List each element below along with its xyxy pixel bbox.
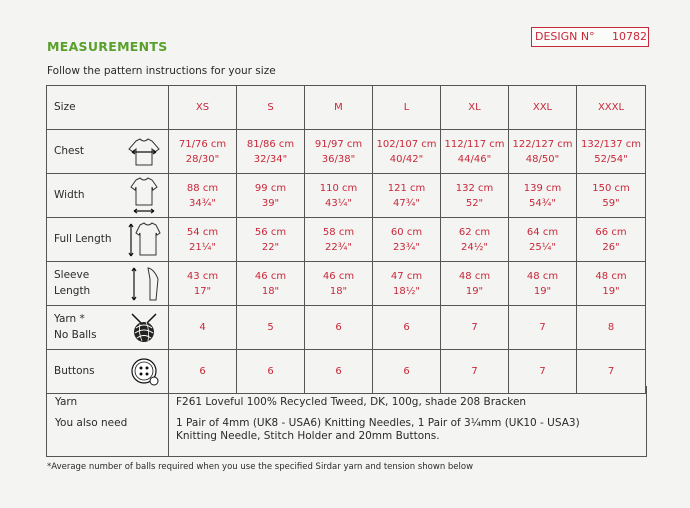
size-header-xs: XS — [169, 86, 237, 130]
row-label: Sleeve Length — [47, 262, 120, 306]
table-cell: 7 — [441, 350, 509, 394]
table-cell: 6 — [305, 306, 373, 350]
table-row — [47, 174, 646, 218]
table-cell: 46 cm 18" — [305, 262, 373, 306]
table-cell: 150 cm 59" — [577, 174, 646, 218]
table-cell: 132 cm 52" — [441, 174, 509, 218]
table-cell: 139 cm 54¾" — [509, 174, 577, 218]
row-label: Buttons — [47, 350, 120, 394]
measurements-table — [46, 85, 646, 394]
chest-icon — [120, 130, 169, 174]
intro-text: Follow the pattern instructions for your size — [47, 65, 276, 77]
table-cell: 6 — [237, 350, 305, 394]
size-label: Size — [47, 86, 169, 130]
yarn-icon — [120, 306, 169, 350]
table-cell: 132/137 cm 52/54" — [577, 130, 646, 174]
length-icon — [120, 218, 169, 262]
table-cell: 6 — [373, 306, 441, 350]
also-need-label: You also need — [55, 417, 128, 429]
table-row — [47, 306, 646, 350]
size-header-s: S — [237, 86, 305, 130]
table-row — [47, 218, 646, 262]
design-number-box — [531, 27, 649, 47]
size-header-xxxl: XXXL — [577, 86, 646, 130]
size-header-xl: XL — [441, 86, 509, 130]
table-cell: 4 — [169, 306, 237, 350]
size-header-m: M — [305, 86, 373, 130]
table-cell: 88 cm 34¾" — [169, 174, 237, 218]
table-cell: 7 — [509, 306, 577, 350]
table-cell: 46 cm 18" — [237, 262, 305, 306]
table-cell: 5 — [237, 306, 305, 350]
table-cell: 7 — [441, 306, 509, 350]
table-cell: 58 cm 22¾" — [305, 218, 373, 262]
size-header-xxl: XXL — [509, 86, 577, 130]
table-cell: 66 cm 26" — [577, 218, 646, 262]
footnote: *Average number of balls required when you use the specified Sirdar yarn and tension shown below — [47, 462, 474, 472]
table-cell: 71/76 cm 28/30" — [169, 130, 237, 174]
yarn-info-box — [46, 386, 647, 457]
table-cell: 121 cm 47¾" — [373, 174, 441, 218]
also-need-value-line2: Knitting Needle, Stitch Holder and 20mm Buttons. — [176, 430, 440, 442]
table-cell: 7 — [509, 350, 577, 394]
table-cell: 99 cm 39" — [237, 174, 305, 218]
table-cell: 54 cm 21¼" — [169, 218, 237, 262]
page-title: MEASUREMENTS — [47, 39, 168, 54]
sleeve-icon — [120, 262, 169, 306]
table-cell: 102/107 cm 40/42" — [373, 130, 441, 174]
yarn-label: Yarn — [55, 396, 78, 408]
design-number: 10782 — [612, 30, 647, 43]
size-row — [47, 86, 646, 130]
row-label: Full Length — [47, 218, 120, 262]
table-cell: 48 cm 19" — [441, 262, 509, 306]
table-cell: 6 — [169, 350, 237, 394]
also-need-value-line1: 1 Pair of 4mm (UK8 - USA6) Knitting Needles, 1 Pair of 3¼mm (UK10 - USA3) — [176, 417, 580, 429]
table-cell: 56 cm 22" — [237, 218, 305, 262]
table-cell: 91/97 cm 36/38" — [305, 130, 373, 174]
table-cell: 48 cm 19" — [577, 262, 646, 306]
table-cell: 7 — [577, 350, 646, 394]
table-cell: 112/117 cm 44/46" — [441, 130, 509, 174]
table-row — [47, 262, 646, 306]
design-label: DESIGN N° — [535, 30, 595, 43]
table-cell: 122/127 cm 48/50" — [509, 130, 577, 174]
table-cell: 64 cm 25¼" — [509, 218, 577, 262]
yarn-value: F261 Loveful 100% Recycled Tweed, DK, 100g, shade 208 Bracken — [176, 396, 527, 408]
row-label: Width — [47, 174, 120, 218]
table-cell: 8 — [577, 306, 646, 350]
width-icon — [120, 174, 169, 218]
size-header-l: L — [373, 86, 441, 130]
table-cell: 6 — [373, 350, 441, 394]
table-cell: 6 — [305, 350, 373, 394]
table-cell: 110 cm 43¼" — [305, 174, 373, 218]
table-cell: 47 cm 18½" — [373, 262, 441, 306]
row-label: Yarn * No Balls — [47, 306, 120, 350]
table-row — [47, 130, 646, 174]
row-label: Chest — [47, 130, 120, 174]
table-cell: 81/86 cm 32/34" — [237, 130, 305, 174]
table-cell: 43 cm 17" — [169, 262, 237, 306]
table-cell: 60 cm 23¾" — [373, 218, 441, 262]
table-cell: 62 cm 24½" — [441, 218, 509, 262]
table-cell: 48 cm 19" — [509, 262, 577, 306]
